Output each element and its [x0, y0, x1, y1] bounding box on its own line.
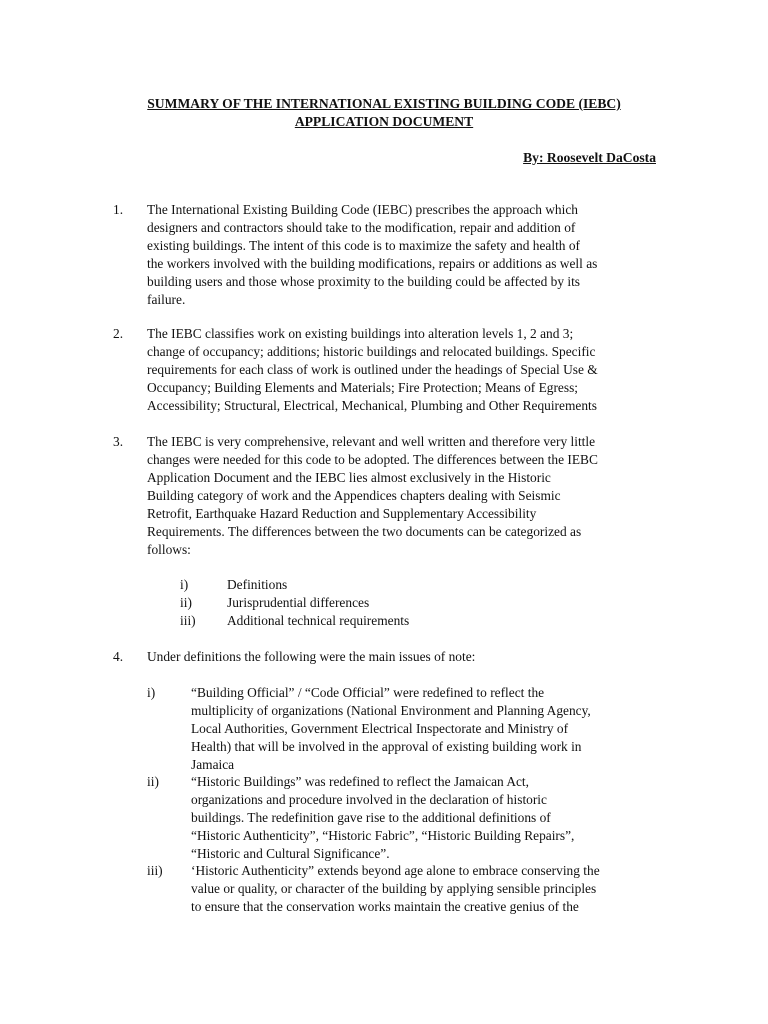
- item-number: 2.: [113, 326, 124, 341]
- definition-line: Jamaica: [191, 757, 235, 772]
- definition-line: “Historic Buildings” was redefined to reflect the Jamaican Act,: [191, 774, 529, 789]
- sublist-marker: iii): [180, 613, 196, 628]
- definition-line: buildings. The redefinition gave rise to the additional definitions of: [191, 810, 551, 825]
- definition-line: value or quality, or character of the building by applying sensible principles: [191, 881, 597, 896]
- item-paragraph-4: [147, 648, 659, 666]
- paragraph-line: Accessibility; Structural, Electrical, Mechanical, Plumbing and Other Requirements: [147, 398, 597, 413]
- definition-line: multiplicity of organizations (National Environment and Planning Agency,: [191, 703, 591, 718]
- paragraph-line: Application Document and the IEBC lies almost exclusively in the Historic: [147, 470, 551, 485]
- definition-historic-authenticity: [191, 862, 661, 916]
- definition-line: Health) that will be involved in the approval of existing building work in: [191, 739, 582, 754]
- item-paragraph-1: [147, 201, 659, 309]
- paragraph-line: Requirements. The differences between the two documents can be categorized as: [147, 524, 582, 539]
- paragraph-line: Building category of work and the Appendices chapters dealing with Seismic: [147, 488, 561, 503]
- item-paragraph-3: [147, 433, 659, 559]
- author-byline: By: Roosevelt DaCosta: [523, 150, 656, 165]
- paragraph-line: changes were needed for this code to be adopted. The differences between the IEBC: [147, 452, 598, 467]
- paragraph-line: The International Existing Building Code (IEBC) prescribes the approach which: [147, 202, 578, 217]
- paragraph-line: Occupancy; Building Elements and Materials; Fire Protection; Means of Egress;: [147, 380, 579, 395]
- item-paragraph-2: [147, 325, 659, 415]
- paragraph-line: Under definitions the following were the main issues of note:: [147, 649, 476, 664]
- paragraph-line: designers and contractors should take to the modification, repair and addition of: [147, 220, 576, 235]
- definition-marker: ii): [147, 774, 159, 789]
- paragraph-line: building users and those whose proximity to the building could be affected by its: [147, 274, 581, 289]
- paragraph-line: existing buildings. The intent of this code is to maximize the safety and health of: [147, 238, 580, 253]
- paragraph-line: Retrofit, Earthquake Hazard Reduction and Supplementary Accessibility: [147, 506, 537, 521]
- sublist-item-definitions: Definitions: [227, 577, 288, 592]
- definition-historic-buildings: [191, 773, 661, 863]
- item-number: 4.: [113, 649, 124, 664]
- definition-marker: i): [147, 685, 156, 700]
- sublist-item-technical: Additional technical requirements: [227, 613, 410, 628]
- definition-line: ‘Historic Authenticity” extends beyond age alone to embrace conserving the: [191, 863, 600, 878]
- paragraph-line: change of occupancy; additions; historic buildings and relocated buildings. Specific: [147, 344, 596, 359]
- sublist-marker: ii): [180, 595, 192, 610]
- paragraph-line: follows:: [147, 542, 191, 557]
- definition-line: “Historic and Cultural Significance”.: [191, 846, 390, 861]
- paragraph-line: the workers involved with the building modifications, repairs or additions as well as: [147, 256, 598, 271]
- document-title-line-1: SUMMARY OF THE INTERNATIONAL EXISTING BUILDING CODE (IEBC): [147, 96, 621, 111]
- item-number: 1.: [113, 202, 124, 217]
- definition-line: Local Authorities, Government Electrical Inspectorate and Ministry of: [191, 721, 569, 736]
- item-number: 3.: [113, 434, 124, 449]
- definition-marker: iii): [147, 863, 163, 878]
- definition-building-official: [191, 684, 661, 774]
- paragraph-line: The IEBC is very comprehensive, relevant and well written and therefore very little: [147, 434, 596, 449]
- definition-line: to ensure that the conservation works maintain the creative genius of the: [191, 899, 579, 914]
- definition-line: organizations and procedure involved in the declaration of historic: [191, 792, 547, 807]
- sublist-item-jurisprudential: Jurisprudential differences: [227, 595, 370, 610]
- paragraph-line: requirements for each class of work is outlined under the headings of Special Use &: [147, 362, 598, 377]
- paragraph-line: The IEBC classifies work on existing buildings into alteration levels 1, 2 and 3;: [147, 326, 574, 341]
- paragraph-line: failure.: [147, 292, 186, 307]
- document-title-line-2: APPLICATION DOCUMENT: [294, 114, 474, 129]
- sublist-marker: i): [180, 577, 189, 592]
- definition-line: “Building Official” / “Code Official” were redefined to reflect the: [191, 685, 545, 700]
- definition-line: “Historic Authenticity”, “Historic Fabric”, “Historic Building Repairs”,: [191, 828, 575, 843]
